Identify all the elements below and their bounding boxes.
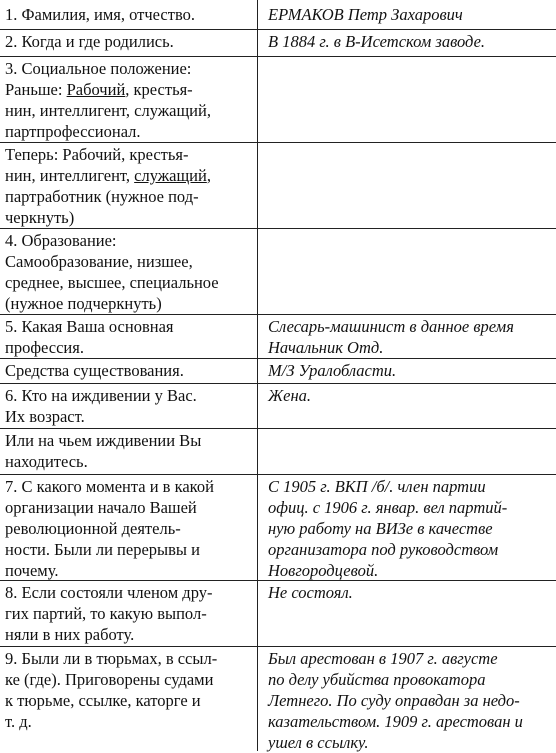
question-7: 7. С какого момента и в какой организации начало Вашей революционной деятель- ности. Были ли перерывы и почему. — [5, 477, 214, 580]
answer-6: Жена. — [268, 386, 311, 405]
question-3b-tail: , партработник (нужное под- черкнуть) — [5, 166, 211, 227]
answer-8: Не состоял. — [268, 583, 353, 602]
question-1: 1. Фамилия, имя, отчество. — [5, 5, 196, 24]
question-4: 4. Образование: Самообразование, низшее, среднее, высшее, специальное (нужное подчеркнуть) — [5, 231, 219, 313]
row-divider — [0, 29, 556, 30]
answer-7: С 1905 г. ВКП /б/. член партии офиц. с 1906 г. январ. вел партий- ную работу на ВИЗе в качестве организатора под руководством Новгородцевой. — [268, 477, 508, 580]
answer-9: Был арестован в 1907 г. августе по делу убийства провокатора Летнего. По суду оправдан за недо- казательством. 1909 г. арестован и ушел в ссылку. — [268, 649, 523, 752]
question-2: 2. Когда и где родились. — [5, 32, 174, 51]
answer-5b: М/З Уралобласти. — [268, 361, 397, 380]
row-divider — [0, 646, 556, 647]
question-9: 9. Были ли в тюрьмах, в ссыл- ке (где). Приговорены судами к тюрьме, ссылке, каторге и т. д. — [5, 649, 218, 731]
answer-1: ЕРМАКОВ Петр Захарович — [268, 5, 463, 24]
row-divider — [0, 56, 556, 57]
row-divider — [0, 383, 556, 384]
question-5b: Средства существования. — [5, 361, 184, 380]
question-3b-text: Теперь: Рабочий, крестья- нин, интеллигент, — [5, 145, 189, 185]
question-6: 6. Кто на иждивении у Вас. Их возраст. — [5, 386, 197, 426]
question-3-tail: , крестья- нин, интеллигент, служащий, партпрофессионал. — [5, 80, 211, 141]
question-3-text: 3. Социальное положение: Раньше: — [5, 59, 192, 99]
question-3b-underlined: служащий — [134, 166, 207, 185]
question-3-underlined: Рабочий — [66, 80, 126, 99]
row-divider — [0, 428, 556, 429]
row-divider — [0, 358, 556, 359]
row-divider — [0, 580, 556, 581]
column-divider — [257, 0, 258, 751]
row-divider — [0, 474, 556, 475]
question-8: 8. Если состояли членом дру- гих партий, то какую выпол- няли в них работу. — [5, 583, 213, 644]
question-3b — [5, 144, 253, 228]
answer-2: В 1884 г. в В-Исетском заводе. — [268, 32, 486, 51]
question-3 — [5, 58, 253, 142]
answer-5: Слесарь-машинист в данное время Начальник Отд. — [268, 317, 514, 357]
row-divider — [0, 228, 556, 229]
row-divider — [0, 142, 556, 143]
question-5: 5. Какая Ваша основная профессия. — [5, 317, 174, 357]
row-divider — [0, 314, 556, 315]
question-6b: Или на чьем иждивении Вы находитесь. — [5, 431, 202, 471]
